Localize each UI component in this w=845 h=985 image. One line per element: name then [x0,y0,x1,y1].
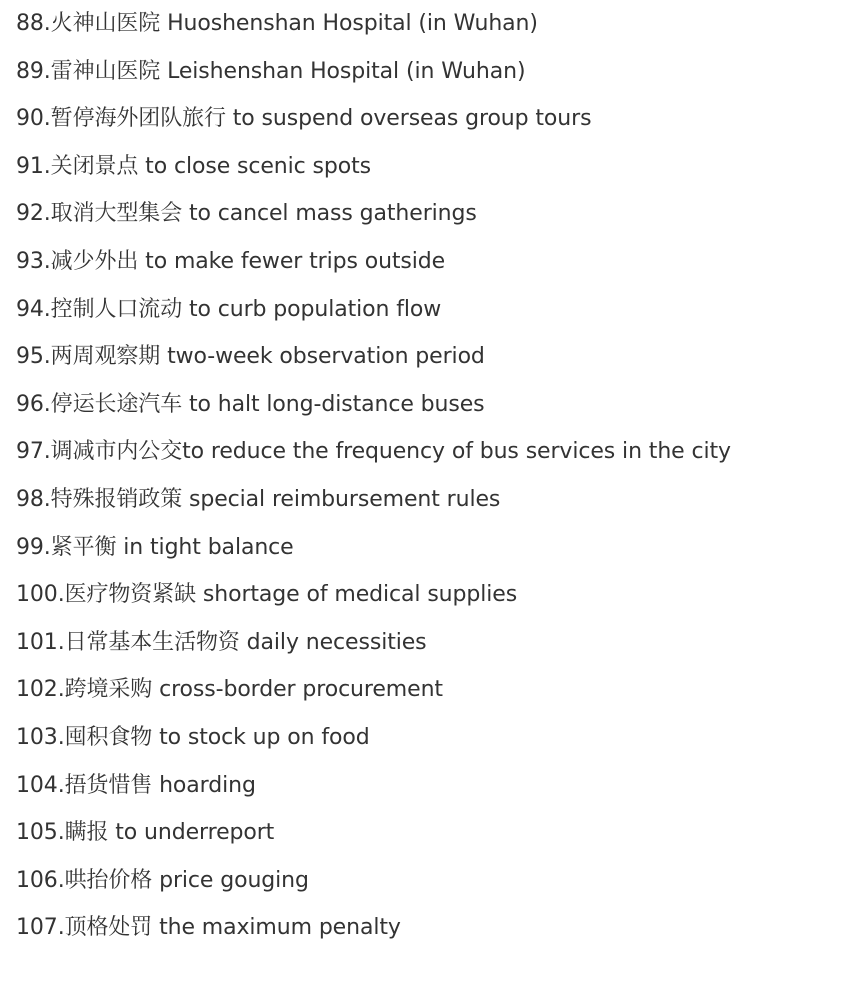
vocab-entry-104: 104.捂货惜售 hoarding [16,772,256,798]
vocab-entry-92: 92.取消大型集会 to cancel mass gatherings [16,201,477,227]
vocab-entry-95: 95.两周观察期 two-week observation period [16,344,485,370]
vocab-entry-91: 91.关闭景点 to close scenic spots [16,153,372,179]
vocab-entry-99: 99.紧平衡 in tight balance [16,534,294,560]
vocab-entry-101: 101.日常基本生活物资 daily necessities [16,629,427,655]
vocab-entry-90: 90.暂停海外团队旅行 to suspend overseas group tours [16,106,592,132]
vocab-entry-102: 102.跨境采购 cross-border procurement [16,677,443,703]
vocab-entry-89: 89.雷神山医院 Leishenshan Hospital (in Wuhan) [16,58,526,84]
vocab-entry-107: 107.顶格处罚 the maximum penalty [16,915,401,941]
vocabulary-list [16,0,731,952]
vocab-entry-103: 103.囤积食物 to stock up on food [16,724,370,750]
vocab-entry-100: 100.医疗物资紧缺 shortage of medical supplies [16,582,518,608]
vocab-entry-106: 106.哄抬价格 price gouging [16,867,309,893]
vocab-entry-93: 93.减少外出 to make fewer trips outside [16,248,446,274]
vocab-entry-97: 97.调减市内公交to reduce the frequency of bus services in the city [16,439,731,465]
vocab-entry-98: 98.特殊报销政策 special reimbursement rules [16,486,501,512]
vocab-entry-105: 105.瞒报 to underreport [16,820,275,846]
vocab-entry-88: 88.火神山医院 Huoshenshan Hospital (in Wuhan) [16,11,538,36]
vocab-entry-96: 96.停运长途汽车 to halt long-distance buses [16,391,485,417]
vocab-entry-94: 94.控制人口流动 to curb population flow [16,296,442,322]
